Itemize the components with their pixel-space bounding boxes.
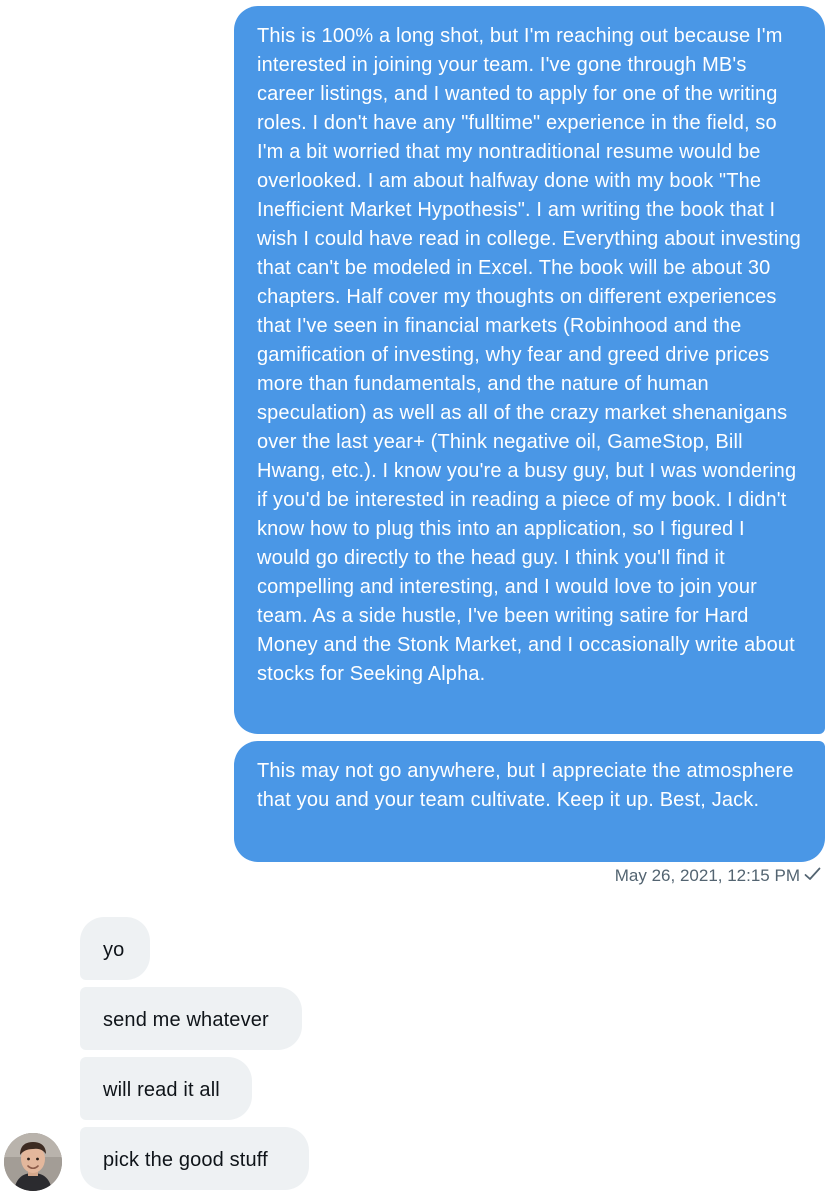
timestamp-text: May 26, 2021, 12:15 PM — [614, 866, 800, 885]
checkmark-icon — [804, 864, 821, 888]
avatar[interactable] — [4, 1133, 62, 1191]
sent-message-bubble[interactable]: This may not go anywhere, but I appreciate the atmosphere that you and your team cultivate. Keep it up. Best, Jack. — [234, 741, 825, 862]
user-avatar-icon — [4, 1133, 62, 1191]
received-message-bubble[interactable]: will read it all — [80, 1057, 252, 1120]
received-message-bubble[interactable]: yo — [80, 917, 150, 980]
received-message-bubble[interactable]: pick the good stuff — [80, 1127, 309, 1190]
sent-message-bubble[interactable]: This is 100% a long shot, but I'm reaching out because I'm interested in joining your team. I've gone through MB's career listings, and I wanted to apply for one of the writing roles. I don't have any "fulltime" experience in the field, so I'm a bit worried that my nontraditional resume would be overlooked. I am about halfway done with my book "The Inefficient Market Hypothesis". I am writing the book that I wish I could have read in college. Everything about investing that can't be modeled in Excel. The book will be about 30 chapters. Half cover my thoughts on different experiences that I've seen in financial markets (Robinhood and the gamification of investing, why fear and greed drive prices more than fundamentals, and the nature of human speculation) as well as all of the crazy market shenanigans over the last year+ (Think negative oil, GameStop, Bill Hwang, etc.). I know you're a busy guy, but I was wondering if you'd be interested in reading a piece of my book. I didn't know how to plug this into an application, so I figured I would go directly to the head guy. I think you'll find it compelling and interesting, and I would love to join your team. As a side hustle, I've been writing satire for Hard Money and the Stonk Market, and I occasionally write about stocks for Seeking Alpha. — [234, 6, 825, 734]
received-message-bubble[interactable]: send me whatever — [80, 987, 302, 1050]
message-timestamp — [615, 864, 821, 888]
